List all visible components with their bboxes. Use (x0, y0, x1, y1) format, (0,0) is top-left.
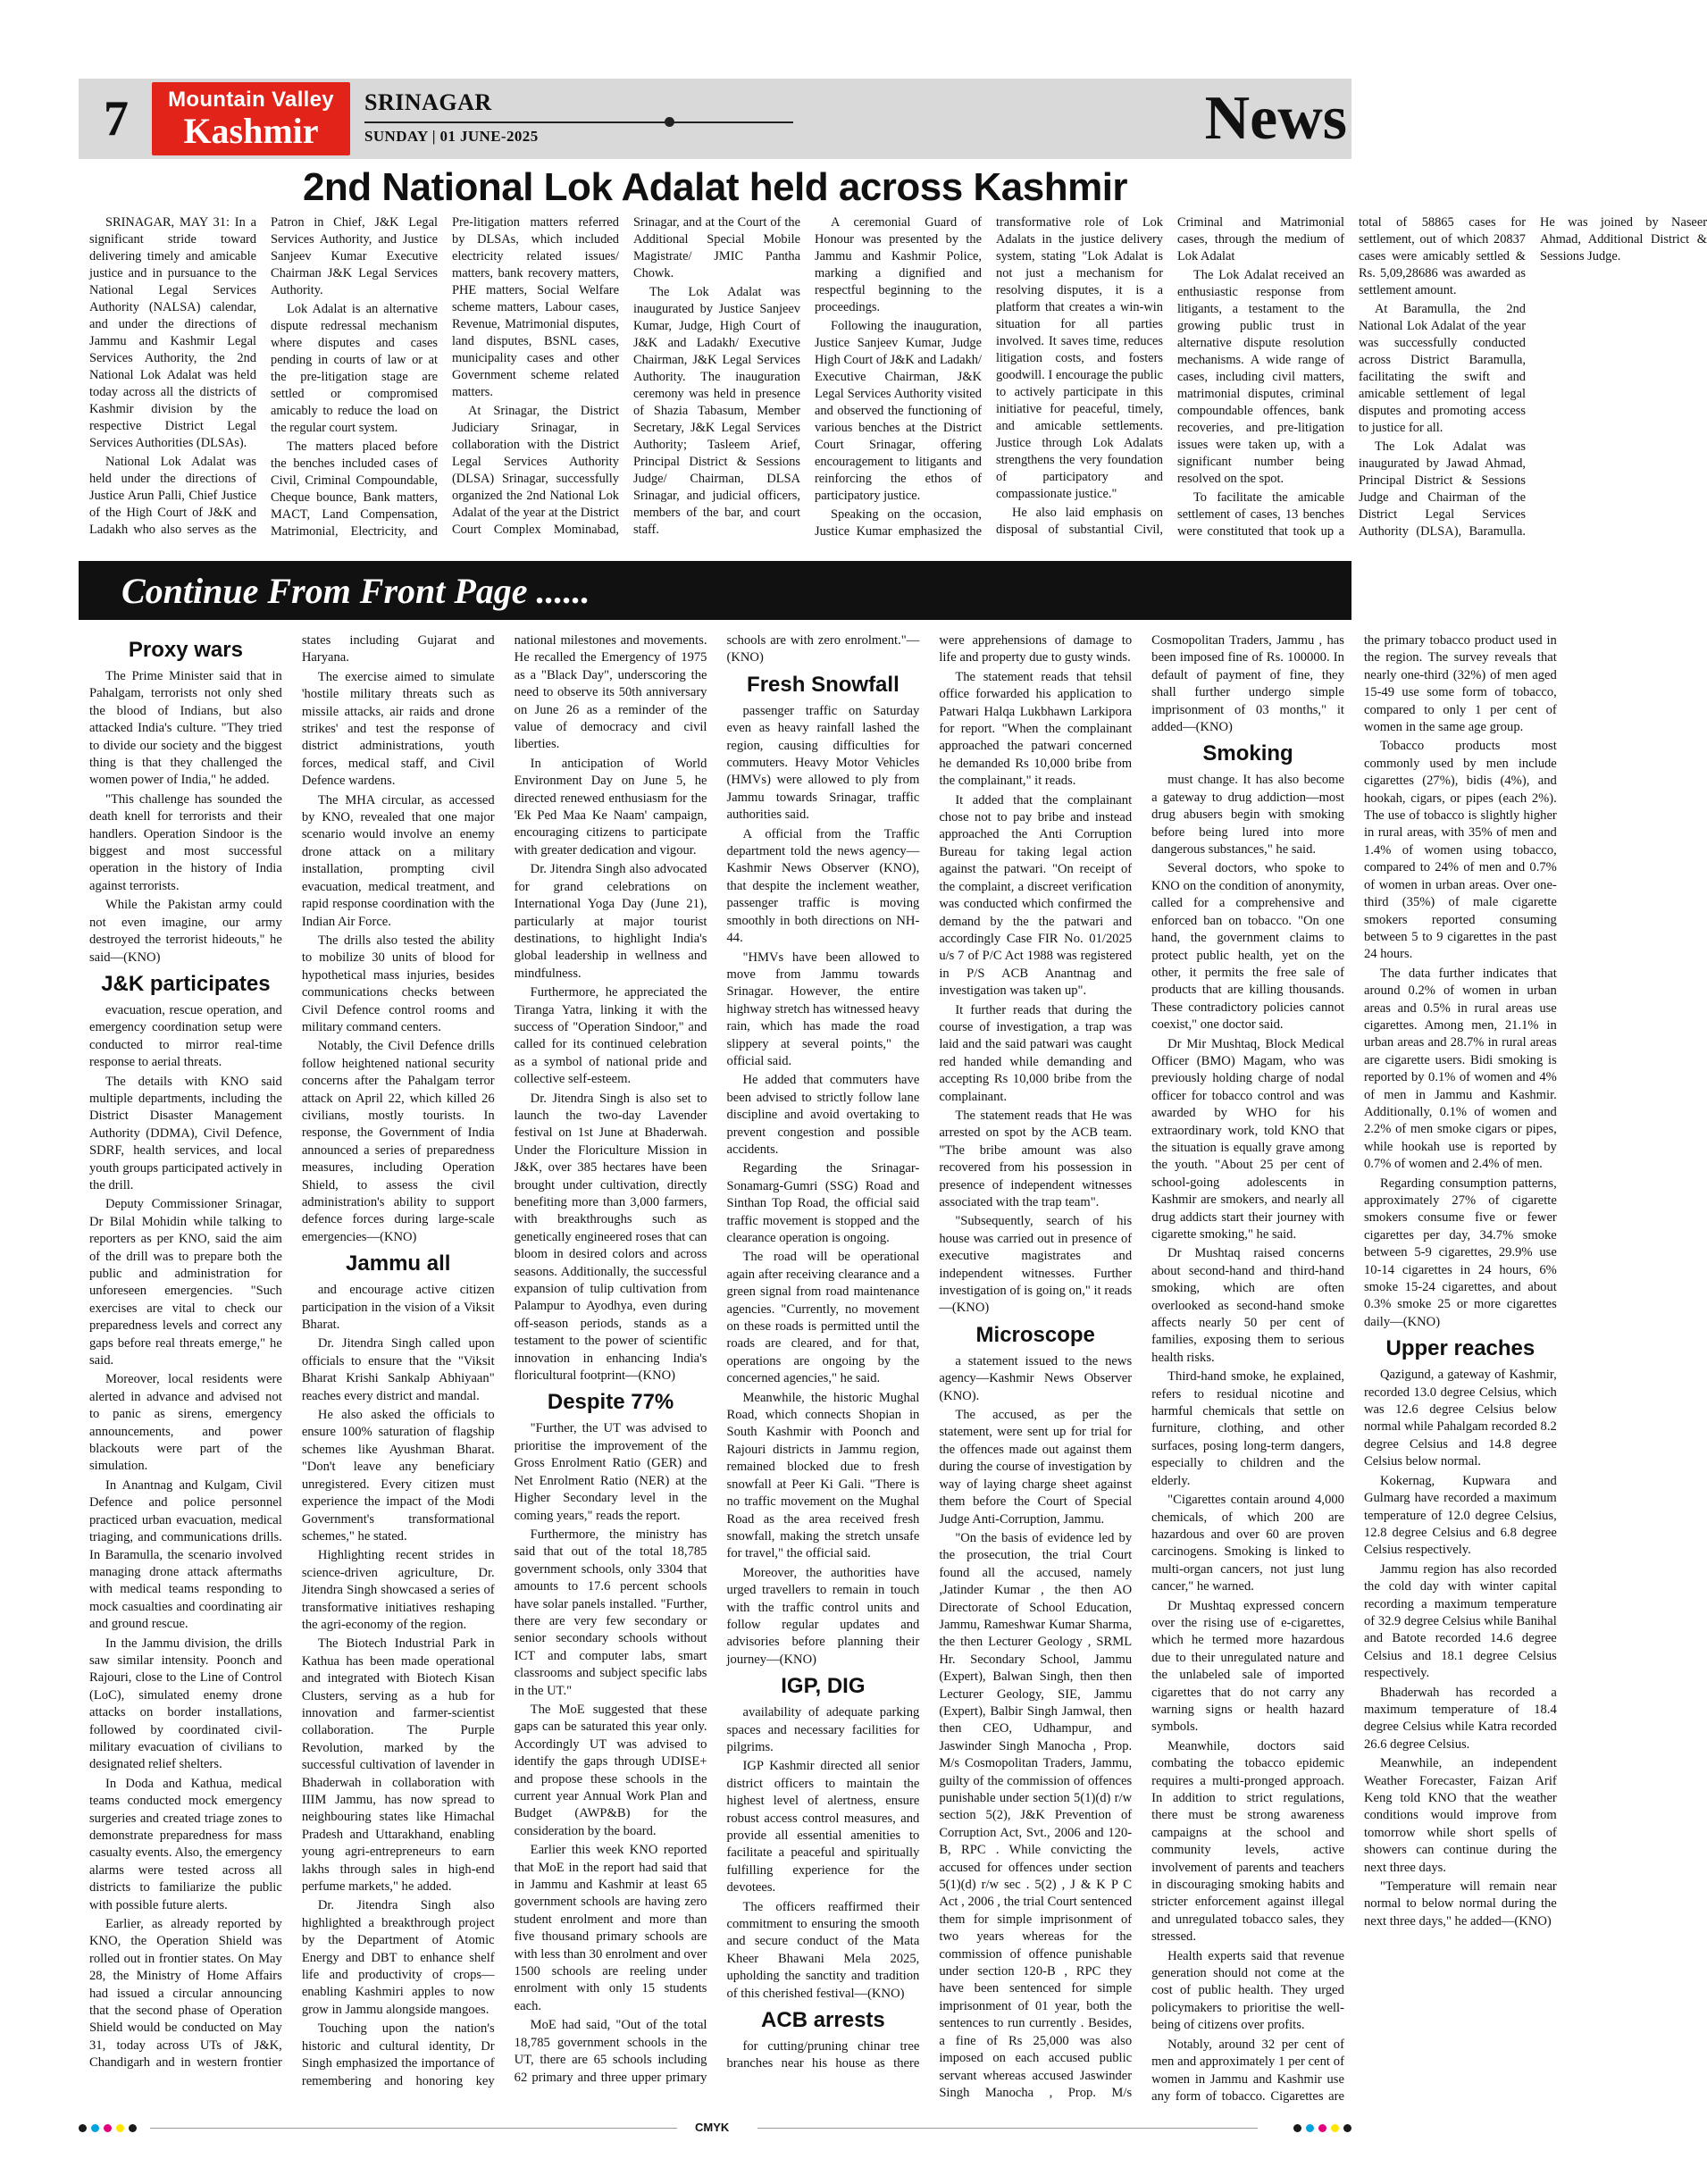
story-paragraph: availability of adequate parking spaces and necessary facilities for pilgrims. (726, 1705, 920, 1754)
story-paragraph: evacuation, rescue operation, and emergency coordination setup were conducted to mirror real-time response to aerial threats. (89, 1002, 282, 1070)
story-paragraph: In the Jammu division, the drills saw similar intensity. Poonch and Rajouri, close to the Line of Control (LoC), simulated enemy drone attacks on border installations, followed by coordinated civil-military evacuation of civilians to designated relief shelters. (89, 1636, 282, 1772)
lead-paragraph: Following the inauguration, Justice Sanjeev Kumar, Judge High Court of J&K and Ladakh/ Executive Chairman, J&K Legal Services Authority visited and observed the functioning of various benches at the District Court Srinagar, offering encouragement to litigants and reinforcing the ethos of participatory justice. (815, 319, 982, 503)
story-heading: Jammu all (346, 1251, 451, 1276)
story-paragraph: Meanwhile, the historic Mughal Road, which connects Shopian in South Kashmir with Poonch and Rajouri districts in Jammu region, remained blocked due to fresh snowfall at Peer Ki Gali. "There is no traffic movement on the Mughal Road as the area received fresh snowfall, making the stretch unsafe for travel," the official said. (726, 1390, 920, 1561)
story-paragraph: It added that the complainant chose not to pay bribe and instead approached the Anti Corruption Bureau for taking legal action against the patwari. "On receipt of the complaint, a discreet verification was conducted which confirmed the demand by the the patwari and accordingly Case FIR No. 01/2025 u/s 7 of P/C Act 1988 was registered in P/S ACB Anantnag and investigation was taken up". (939, 792, 1133, 999)
story-paragraph: must change. It has also become a gateway to drug addiction—most drug abusers begin with smoking before being lured into more dangerous substances," he said. (1151, 773, 1344, 858)
story-paragraph: The road will be operational again after receiving clearance and a green signal from road maintenance agencies. "Currently, no movement on these roads is permitted until the roads are cleared, and for that, operations are ongoing by the concerned agencies," he said. (726, 1250, 920, 1386)
footer-rule-right (757, 2128, 1258, 2129)
registration-dot (104, 2124, 112, 2132)
story-paragraph: The Prime Minister said that in Pahalgam, terrorists not only shed the blood of Indians, but also attacked India's culture. "They tried to divide our society and the biggest thing is that they challenged the women power of India," he added. (89, 669, 282, 788)
story-paragraph: Dr Mir Mushtaq, Block Medical Officer (BMO) Magam, who was previously holding charge of nodal officer for tobacco control and was awarded by WHO for his extraordinary work, told KNO that the situation is equally grave among the youth. "About 25 per cent of school-going adolescents in Kashmir are smokers, and nearly all drug addicts start their journey with cigarette smoking," he said. (1151, 1036, 1344, 1242)
story-paragraph: "Further, the UT was advised to prioritise the improvement of the Gross Enrolment Ratio (GER) and Net Enrolment Ratio (NER) at the Higher Secondary level in the coming years," reads the report. (514, 1421, 707, 1523)
story-paragraph: Dr. Jitendra Singh also advocated for grand celebrations on International Yoga Day (June 21), particularly at major tourist destinations, to highlight India's global leadership in wellness and mindfulness. (514, 862, 707, 981)
story-paragraph: Bhaderwah has recorded a maximum temperature of 18.4 degree Celsius while Katra recorded 26.6 degree Celsius. (1363, 1685, 1557, 1752)
story-paragraph: "This challenge has sounded the death knell for terrorists and their handlers. Operation Sindoor is the biggest and most successful operation in the history of India against terrorists. (89, 791, 282, 893)
story-paragraph: "Subsequently, search of his house was carried out in presence of executive magistrates and independent witnesses. Further investigation of is going on," it reads—(KNO) (939, 1214, 1133, 1316)
story-paragraph: The drills also tested the ability to mobilize 30 units of blood for hypothetical mass injuries, besides communications checks between Civil Defence control rooms and military command centers. (301, 933, 495, 1034)
lead-paragraph: Speaking on the occasion, Justice Kumar emphasized the transformative role of Lok Adalats in the justice delivery system, stating "Lok Adalat is not just a mechanism for resolving disputes, it is a platform that creates a win-win situation for all parties involved. It saves time, reduces litigation costs, and fosters goodwill. I encourage the public to actively participate in this initiative for peaceful, timely, and amicable settlements. Justice through Lok Adalats strengthens the very foundation of participatory and compassionate justice." (815, 215, 1163, 539)
registration-dot (1318, 2124, 1326, 2132)
story-paragraph: Regarding the Srinagar-Sonamarg-Gumri (SSG) Road and Sinthan Top Road, the official said traffic movement is stopped and the clearance operation is ongoing. (726, 1161, 920, 1245)
registration-dot (116, 2124, 124, 2132)
story-paragraph: "HMVs have been allowed to move from Jammu towards Srinagar. However, the entire highway stretch has witnessed heavy rain, which has made the road slippery at several points," the official said. (726, 950, 920, 1068)
story-paragraph: He added that commuters have been advised to strictly follow lane discipline and avoid overtaking to prevent congestion and possible accidents. (726, 1073, 920, 1157)
story-paragraph: In Anantnag and Kulgam, Civil Defence and police personnel practiced urban evacuation, medical triaging, and communications drills. In Baramulla, the scenario involved managing drone attack aftermaths with medical teams responding to mock casualties and coordinating air and ground rescue. (89, 1477, 282, 1632)
story-paragraph: Several doctors, who spoke to KNO on the condition of anonymity, called for a comprehensive and enforced ban on tobacco. "On one hand, the government claims to protect public health, yet on the other, it permits the free sale of products that are killing thousands. These contradictory policies cannot coexist," one doctor said. (1151, 861, 1344, 1033)
story-paragraph: Moreover, the authorities have urged travellers to remain in touch with the traffic control units and follow regular updates and advisories before planning their journey—(KNO) (726, 1565, 920, 1667)
story-paragraph: IGP Kashmir directed all senior district officers to maintain the highest level of alertness, ensure robust access control measures, and provide all essential amenities to facilitate a peaceful and spiritually fulfilling experience for the devotees. (726, 1759, 920, 1895)
continued-stories (89, 632, 1557, 2106)
footer-rule-left (150, 2128, 677, 2129)
story-paragraph: Dr. Jitendra Singh is also set to launch the two-day Lavender festival on 1st June at Bhaderwah. Under the Floriculture Mission in J&K, over 385 hectares have been brought under cultivation, directly benefiting more than 3,000 farmers, with breakthroughs such as genetically engineered roses that can bloom in desired colors and across seasons. Additionally, the successful expansion of tulip cultivation from Palampur to Ayodhya, even during off-season periods, stands as a testament to the power of scientific innovation in enhancing India's floricultural footprint—(KNO) (514, 1091, 707, 1384)
registration-dot (1293, 2124, 1301, 2132)
lead-paragraph: At Baramulla, the 2nd National Lok Adalat of the year was successfully conducted across District Baramulla, facilitating the swift and amicable settlement of legal disputes and promoting access to justice for all. (1359, 302, 1526, 435)
story-paragraph: Tobacco products most commonly used by men include cigarettes (27%), bidis (4%), and hookah, cigars, or pipes (each 2%). The use of tobacco is slightly higher in rural areas, with 35% of men and 1.4% of women using tobacco, compared to 24% of men and 0.7% of women in urban areas. Over one-third (35%) of male cigarette smokers reported consuming between 5 to 9 cigarettes in the past 24 hours. (1363, 739, 1557, 962)
story-paragraph: Meanwhile, doctors said combating the tobacco epidemic requires a multi-pronged approach. In addition to strict regulations, there must be strong awareness campaigns at the school and community levels, active involvement of parents and teachers in discouraging smoking habits and stricter enforcement against illegal and unregulated tobacco sales, they stressed. (1151, 1738, 1344, 1945)
registration-dot (1331, 2124, 1339, 2132)
story-paragraph: Dr. Jitendra Singh also highlighted a breakthrough project by the Department of Atomic Energy and DBT to enhance shelf life and productivity of crops—enabling Kashmiri apples to now grow in Jammu alongside mangoes. (301, 1898, 495, 2017)
lead-paragraph: The Lok Adalat was inaugurated by Justice Sanjeev Kumar, Judge, High Court of J&K and Ladakh/ Executive Chairman, J&K Legal Services Authority. The inauguration ceremony was held in presence of Shazia Tabasum, Member Secretary, J&K Legal Services Authority; Tasleem Arief, Principal District & Sessions Judge/ Chairman, DLSA Srinagar, and judicial officers, members of the bar, and court staff. (633, 285, 800, 537)
story-heading: Fresh Snowfall (747, 672, 900, 697)
story-paragraph: Jammu region has also recorded the cold day with winter capital recording a maximum temperature of 32.9 degree Celsius while Banihal and Batote recorded 14.6 degree Celsius and 18.1 degree Celsius respectively. (1363, 1561, 1557, 1681)
story-heading: ACB arrests (761, 2008, 885, 2033)
story-paragraph: Furthermore, he appreciated the Tiranga Yatra, linking it with the success of "Operation Sindoor," and called for its continued celebration as a symbol of national pride and collective self-esteem. (514, 985, 707, 1087)
continue-banner-text: Continue From Front Page ...... (121, 571, 590, 611)
story-paragraph: Earlier this week KNO reported that MoE in the report had said that in Jammu and Kashmir at least 65 government schools are having zero student enrolment and more than five thousand primary schools are with less than 30 enrolment and over 1500 schools are reeling under enrolment with only 15 students each. (514, 1843, 707, 2013)
lead-headline: 2nd National Lok Adalat held across Kashmir (302, 165, 1128, 209)
story-paragraph: The MoE suggested that these gaps can be saturated this year only. Accordingly UT was advised to identify the gaps through UDISE+ and propose these schools in the current year Annual Work Plan and Budget (AWP&B) for the consideration by the board. (514, 1702, 707, 1838)
story-paragraph: The details with KNO said multiple departments, including the District Disaster Management Authority (DDMA), Civil Defence, SDRF, health services, and local youth groups participated actively in the drill. (89, 1074, 282, 1192)
lead-paragraph: SRINAGAR, MAY 31: In a significant stride toward delivering timely and amicable justice and in pursuance to the National Legal Services Authority (NALSA) calendar, and under the directions of Jammu and Kashmir Legal Services Authority, the 2nd National Lok Adalat was held today across all the districts of Kashmir division by the respective District Legal Services Authorities (DLSAs). (89, 215, 256, 450)
lead-paragraph: National Lok Adalat was held under the directions of Justice Arun Palli, Chief Justice of the High Court of J&K and Ladakh who also serves as the Patron in Chief, J&K Legal Services Authority, and Justice Sanjeev Kumar Executive Chairman J&K Legal Services Authority. (89, 215, 438, 537)
story-paragraph: The Biotech Industrial Park in Kathua has been made operational and integrated with Biotech Kisan Clusters, serving as a hub for innovation and farmer-scientist collaboration. The Purple Revolution, marked by the successful cultivation of lavender in Bhaderwah in collaboration with IIIM Jammu, has now spread to neighbouring states like Himachal Pradesh and Uttarakhand, enabling young agri-entrepreneurs to earn lakhs through sales in high-end perfume markets," he added. (301, 1636, 495, 1895)
lead-story-body (89, 214, 1707, 554)
dateline (364, 89, 492, 116)
story-paragraph: for cutting/pruning chinar tree branches near his house as there were apprehensions of damage to life and property due to gusty winds. (726, 633, 1133, 2071)
story-paragraph: The statement reads that He was arrested on spot by the ACB team. "The bribe amount was also recovered from his possession in presence of independent witnesses associated with the trap team". (939, 1108, 1133, 1209)
city-name: SRINAGAR (364, 89, 492, 115)
story-paragraph: Deputy Commissioner Srinagar, Dr Bilal Mohidin while talking to reporters as per KNO, said the aim of the drill was to prepare both the public and administration for unforeseen emergencies. "Such exercises are vital to check our preparedness levels and correct any gaps before real threats emerge," he said. (89, 1197, 282, 1368)
story-paragraph: Third-hand smoke, he explained, refers to residual nicotine and harmful chemicals that settle on furniture, clothing, and other surfaces, posing long-term dangers, especially to children and the elderly. (1151, 1369, 1344, 1488)
registration-dot (1306, 2124, 1314, 2132)
story-heading: Proxy wars (128, 638, 243, 662)
lead-paragraph: The matters placed before the benches included cases of Civil, Criminal Compoundable, Cheque bounce, Bank matters, MACT, Land Compensation, Matrimonial, Electricity, and Pre-litigation matters referred by DLSAs, which included electricity related issues/ matters, bank recovery matters, PHE matters, Social Welfare scheme matters, Labour cases, Revenue, Matrimonial disputes, land disputes, BSNL cases, municipality cases and other Government scheme related matters. (271, 215, 619, 539)
story-paragraph: MoE had said, "Out of the total 18,785 government schools in the UT, there are 65 schools including 62 primary and three upper primary schools are with zero enrolment."—(KNO) (514, 633, 920, 2085)
story-paragraph: While the Pakistan army could not even imagine, our army destroyed the terrorist hideouts," he said—(KNO) (89, 898, 282, 965)
story-heading: Despite 77% (547, 1390, 674, 1415)
story-heading: Upper reaches (1385, 1336, 1535, 1361)
registration-dot (91, 2124, 99, 2132)
story-paragraph: Furthermore, the ministry has said that out of the total 18,785 government schools, only 3304 that amounts to 17.6 percent schools have solar panels installed. "Further, there are very few secondary or senior secondary schools without ICT and computer labs, smart classrooms and subject specific labs in the UT." (514, 1527, 707, 1698)
story-paragraph: The officers reaffirmed their commitment to ensuring the smooth and secure conduct of the Mata Kheer Bhawani Mela 2025, upholding the sanctity and tradition of this cherished festival—(KNO) (726, 1899, 920, 2001)
logo-top-text: Mountain Valley (168, 88, 334, 112)
story-paragraph: a statement issued to the news agency—Kashmir News Observer (KNO). (939, 1353, 1133, 1403)
story-paragraph: The MHA circular, as accessed by KNO, revealed that one major scenario would involve an enemy drone attack on a military installation, prompting civil evacuation, medical treatment, and rapid response coordination with the Indian Air Force. (301, 792, 495, 929)
story-paragraph: Notably, the Civil Defence drills follow heightened national security concerns after the Pahalgam terror attack on April 22, which killed 26 civilians, mostly tourists. In response, the Government of India announced a series of preparedness measures, including Operation Shield, to assess the civil administration's ability to support defence forces during large-scale emergencies—(KNO) (301, 1039, 495, 1244)
print-footer (79, 2119, 1351, 2138)
registration-dot (79, 2124, 87, 2132)
continue-banner (79, 561, 1351, 620)
registration-dot (129, 2124, 137, 2132)
story-paragraph: Kokernag, Kupwara and Gulmarg have recorded a maximum temperature of 12.0 degree Celsius, 12.8 degree Celsius and 6.8 degree Celsius respectively. (1363, 1473, 1557, 1558)
section-title: News (1204, 84, 1347, 153)
story-paragraph: passenger traffic on Saturday even as heavy rainfall lashed the region, causing difficulties for commuters. Heavy Motor Vehicles (HMVs) were allowed to ply from Jammu towards Srinagar, traffic authorities said. (726, 703, 920, 823)
story-paragraph: "Temperature will remain near normal to below normal during the next three days," he added—(KNO) (1363, 1879, 1557, 1929)
lead-paragraph: At Srinagar, the District Judiciary Srinagar, in collaboration with the District Legal Services Authority (DLSA) Srinagar, successfully organized the 2nd National Lok Adalat of the year at the District Court Complex Mominabad, Srinagar, and at the Court of the Additional Special Mobile Magistrate/ JMIC Pantha Chowk. (452, 215, 800, 537)
lead-paragraph: A ceremonial Guard of Honour was presented by the Jammu and Kashmir Police, marking a dignified and respectful beginning to the proceedings. (815, 215, 982, 314)
lead-paragraph: He also laid emphasis on disposal of substantial Civil, Criminal and Matrimonial cases, through the medium of Lok Adalat (996, 215, 1344, 537)
lead-paragraph: Lok Adalat is an alternative dispute redressal mechanism where disputes and cases pending in courts of law or at the pre-litigation stage are settled or compromised amicably to reduce the load on the regular court system. (271, 302, 438, 435)
story-paragraph: Earlier, as already reported by KNO, the Operation Shield was rolled out in frontier states. On May 28, the Ministry of Home Affairs had issued a circular announcing that the second phase of Operation Shield would be conducted on May 31, today across UTs of J&K, Chandigarh and in western frontier states including Gujarat and Haryana. (89, 633, 495, 2071)
lead-paragraph: The Lok Adalat received an enthusiastic response from litigants, a testament to the growing public trust in alternative dispute resolution mechanisms. A wide range of cases, including civil matters, matrimonial disputes, criminal compoundable offences, bank recoveries, and pre-litigation issues were taken up, with a significant number being resolved on the spot. (1177, 268, 1344, 486)
lead-paragraph: To facilitate the amicable settlement of cases, 13 benches were constituted that took up a total of 58865 cases for settlement, out of which 20837 cases were amicably settled & Rs. 5,09,28686 was awarded as settlement amount. (1177, 215, 1526, 539)
story-paragraph: Notably, around 32 per cent of men and approximately 1 per cent of women in Jammu and Kashmir use any form of tobacco. Cigarettes are the primary tobacco product used in the region. The survey reveals that nearly one-third (32%) of men aged 15-49 use some form of tobacco, compared to only 1 per cent of women in the same age group. (1151, 633, 1557, 2104)
story-paragraph: Highlighting recent strides in science-driven agriculture, Dr. Jitendra Singh showcased a series of transformative initiatives reshaping the agri-economy of the region. (301, 1548, 495, 1632)
story-paragraph: The accused, as per the statement, were sent up for trial for the offences made out against them during the course of investigation by way of laying charge sheet against them before the Court of Special Judge Anti-Corruption, Jammu. (939, 1408, 1133, 1527)
story-paragraph: The data further indicates that around 0.2% of women in urban areas and 0.5% in rural areas use cigarettes. Among men, 21.1% in urban areas and 28.7% in rural areas are cigarette users. Bidi smoking is reported by 0.1% of women and 4% of men in Jammu and Kashmir. Additionally, 0.1% of women and 2.2% of men smoke cigars or pipes, while hookah use is reported by 0.7% of women and 2.4% of men. (1363, 966, 1557, 1172)
registration-mark: CMYK (695, 2121, 730, 2134)
story-paragraph: Dr Mushtaq expressed concern over the rising use of e-cigarettes, which he termed more hazardous due to their unregulated nature and the unlabeled sale of imported cigarettes that do not carry any warning signs or health hazard symbols. (1151, 1598, 1344, 1735)
page-number: 7 (104, 91, 129, 146)
color-registration-right (1293, 2124, 1351, 2132)
story-paragraph: "Cigarettes contain around 4,000 chemicals, of which 200 are hazardous and over 60 are proven carcinogens. Smoking is linked to multi-organ cancers, not just lung cancer," he warned. (1151, 1493, 1344, 1594)
story-paragraph: Dr. Jitendra Singh called upon officials to ensure that the "Viksit Bharat Krishi Sankalp Abhiyaan" reaches every district and mandal. (301, 1336, 495, 1403)
story-paragraph: Moreover, local residents were alerted in advance and advised not to panic as sirens, emergency announcements, and power blackouts were part of the simulation. (89, 1372, 282, 1474)
story-paragraph: Qazigund, a gateway of Kashmir, recorded 13.0 degree Celsius, which was 12.6 degree Celsius below normal while Pahalgam recorded 8.2 degree Celsius and 14.8 degree Celsius below normal. (1363, 1368, 1557, 1469)
edition-date: SUNDAY | 01 JUNE-2025 (364, 128, 539, 145)
newspaper-logo (152, 82, 350, 155)
story-heading: IGP, DIG (781, 1674, 866, 1699)
registration-dot (1343, 2124, 1351, 2132)
story-paragraph: A official from the Traffic department told the news agency—Kashmir News Observer (KNO), that despite the inclement weather, passenger traffic is moving smoothly in both directions on NH-44. (726, 826, 920, 946)
color-registration-left (79, 2124, 137, 2132)
dateline-rule (364, 121, 793, 123)
story-paragraph: He also asked the officials to ensure 100% saturation of flagship schemes like Ayushman Bharat. "Don't leave any beneficiary unregistered. Every citizen must experience the impact of the Modi Government's transformational schemes," he stated. (301, 1408, 495, 1544)
story-paragraph: In anticipation of World Environment Day on June 5, he directed renewed enthusiasm for the 'Ek Ped Maa Ke Naam' campaign, encouraging citizens to participate with greater dedication and vigour. (514, 756, 707, 858)
story-paragraph: The statement reads that tehsil office forwarded his application to Patwari Halqa Lukbhawn Larkipora for report. "When the complainant approached the patwari concerned he demanded Rs 10,000 bribe from the complainant," it reads. (939, 669, 1133, 789)
story-heading: Smoking (1202, 741, 1293, 766)
story-paragraph: Meanwhile, an independent Weather Forecaster, Faizan Arif Keng told KNO that the weather conditions would improve from tomorrow while short spells of showers can continue during the next three days. (1363, 1756, 1557, 1875)
dateline-rule-dot (665, 117, 674, 127)
story-paragraph: Touching upon the nation's historic and cultural identity, Dr Singh emphasized the importance of remembering and honoring key national milestones and movements. He recalled the Emergency of 1975 as a "Black Day", underscoring the need to observe its 50th anniversary on June 26 as a reminder of the value of democracy and civil liberties. (301, 633, 707, 2088)
story-paragraph: Dr Mushtaq raised concerns about second-hand and third-hand smoking, which are often overlooked as second-hand smoke affects nearly 50 per cent of families, exposing them to serious health risks. (1151, 1246, 1344, 1365)
story-paragraph: "On the basis of evidence led by the prosecution, the trial Court found all the accused, namely ,Jatinder Kumar , the then AO Directorate of School Education, Jammu, Rameshwar Kumar Sharma, the then Lecturer Geology , SRML Hr. Secondary School, Jammu (Expert), Balwan Singh, then then Lecturer Geology, SIE, Jammu (Expert), Balbir Singh Jamwal, then then CEO, Udhampur, and Jaswinder Singh Manocha , Prop. M/s Cosmopolitan Traders, Jammu, guilty of the commission of offences punishable under section 5(1)(d) r/w section 5(2), J&K Prevention of Corruption Act, Svt., 2006 and 120-B, RPC . While convicting the accused for offences under section 5(1)(d) r/w sec . 5(2) , J & K P C Act , 2006 , the trial Court sentenced them for simple imprisonment of two years whereas for the commission of offence punishable under section 120-B , RPC they have been sentenced for simple imprisonment of 01 year, both the sentences to run currently . Besides, a fine of Rs 25,000 was also imposed on each accused public servant whereas accused Jaswinder Singh Manocha , Prop. M/s Cosmopolitan Traders, Jammu , has been imposed fine of Rs. 100000. In default of payment of fine, they shall further undergo simple imprisonment of 03 months," it added—(KNO) (939, 633, 1344, 2100)
logo-bottom-text: Kashmir (183, 111, 319, 151)
lead-paragraph: The Lok Adalat was inaugurated by Jawad Ahmad, Principal District & Sessions Judge and Chairman of the District Legal Services Authority (DLSA), Baramulla. He was joined by Naseer Ahmad, Additional District & Sessions Judge. (1359, 215, 1707, 539)
story-paragraph: Health experts said that revenue generation should not come at the cost of public health. They urged policymakers to prioritise the well-being of citizens over profits. (1151, 1948, 1344, 2033)
story-paragraph: It further reads that during the course of investigation, a trap was laid and the said patwari was caught red handed while demanding and accepting Rs 10,000 bribe from the complainant. (939, 1002, 1133, 1104)
story-heading: Microscope (975, 1322, 1095, 1347)
story-paragraph: Regarding consumption patterns, approximately 27% of cigarette smokers consume five or fewer cigarettes per day, 34.7% smoke between 5-9 cigarettes, 29.9% use 10-14 cigarettes in 24 hours, 6% smoke 15-24 cigarettes, and about 0.3% smoke 25 or more cigarettes daily—(KNO) (1363, 1176, 1557, 1329)
story-paragraph: The exercise aimed to simulate 'hostile military threats such as missile attacks, air raids and drone strikes' and test the response of district administrations, youth forces, medical staff, and Civil Defence wardens. (301, 669, 495, 789)
story-paragraph: and encourage active citizen participation in the vision of a Viksit Bharat. (301, 1283, 495, 1333)
story-paragraph: In Doda and Kathua, medical teams conducted mock emergency surgeries and created triage zones to demonstrate preparedness for mass casualty events. Also, the emergency alarms were tested across all districts to familiarize the public with possible future alerts. (89, 1776, 282, 1912)
story-heading: J&K participates (101, 971, 271, 996)
